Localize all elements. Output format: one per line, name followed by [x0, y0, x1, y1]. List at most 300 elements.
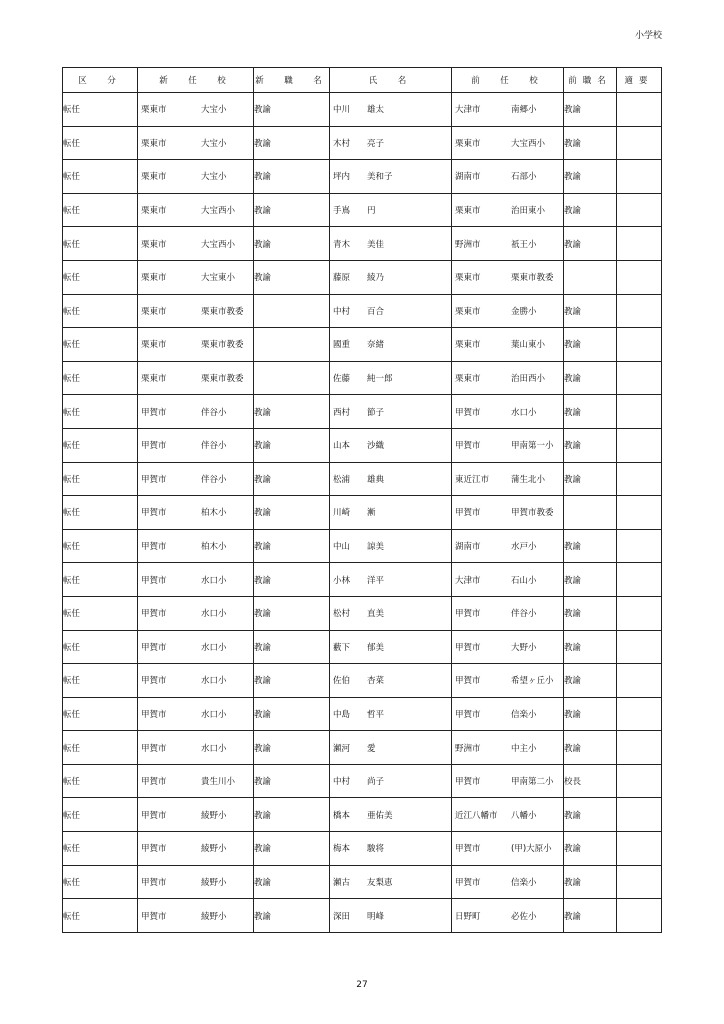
table-row [63, 462, 662, 496]
prev-city: 栗東市 [455, 273, 481, 284]
prev-city: 甲賀市 [455, 441, 481, 452]
given-name: 哲平 [367, 709, 385, 720]
category-cell: 転任 [63, 865, 138, 899]
given-name: 綾乃 [367, 273, 385, 284]
notes-cell [617, 428, 662, 462]
prev-school: 伴谷小 [511, 609, 537, 620]
new-position-cell: 教諭 [254, 865, 330, 899]
table-row [63, 328, 662, 362]
prev-school-cell [452, 462, 564, 496]
new-school: 綾野小 [201, 844, 227, 855]
table-row [63, 294, 662, 328]
new-school-cell [138, 664, 254, 698]
header-prev-school: 前 任 校 [452, 68, 564, 93]
prev-school-cell [452, 664, 564, 698]
header-row [63, 68, 662, 93]
new-position-cell [254, 328, 330, 362]
prev-school-cell [452, 395, 564, 429]
new-position-cell: 教諭 [254, 630, 330, 664]
new-city: 甲賀市 [141, 642, 167, 653]
new-school: 水口小 [201, 609, 227, 620]
new-city: 栗東市 [141, 374, 167, 385]
given-name: 節子 [367, 407, 385, 418]
prev-school: 信楽小 [511, 877, 537, 888]
new-school: 栗東市教委 [201, 374, 244, 385]
header-name: 氏 名 [330, 68, 452, 93]
new-city: 甲賀市 [141, 844, 167, 855]
category-cell: 転任 [63, 798, 138, 832]
new-school: 伴谷小 [201, 407, 227, 418]
table-row [63, 865, 662, 899]
prev-position-cell: 教諭 [564, 328, 617, 362]
category-cell: 転任 [63, 664, 138, 698]
given-name: 漸 [367, 508, 376, 519]
new-position-cell: 教諭 [254, 395, 330, 429]
prev-school-cell [452, 93, 564, 127]
name-cell [330, 328, 452, 362]
table-row [63, 731, 662, 765]
given-name: 杏菜 [367, 676, 385, 687]
notes-cell [617, 260, 662, 294]
prev-school-cell [452, 496, 564, 530]
table-row [63, 596, 662, 630]
prev-position-cell [564, 496, 617, 530]
new-school-cell [138, 630, 254, 664]
family-name: 木村 [333, 138, 351, 149]
new-position-cell: 教諭 [254, 664, 330, 698]
name-cell [330, 93, 452, 127]
notes-cell [617, 563, 662, 597]
new-school: 大宝小 [201, 105, 227, 116]
category-cell: 転任 [63, 496, 138, 530]
new-city: 甲賀市 [141, 810, 167, 821]
prev-school: 南郷小 [511, 105, 537, 116]
name-cell [330, 395, 452, 429]
prev-school: 治田西小 [511, 374, 546, 385]
notes-cell [617, 126, 662, 160]
family-name: 小林 [333, 575, 351, 586]
new-school: 綾野小 [201, 877, 227, 888]
table-row [63, 227, 662, 261]
new-school-cell [138, 529, 254, 563]
table-row [63, 260, 662, 294]
given-name: 愛 [367, 743, 376, 754]
family-name: 瀬河 [333, 743, 351, 754]
family-name: 中川 [333, 105, 351, 116]
name-cell [330, 865, 452, 899]
category-cell: 転任 [63, 563, 138, 597]
prev-city: 甲賀市 [455, 877, 481, 888]
new-city: 甲賀市 [141, 676, 167, 687]
family-name: 西村 [333, 407, 351, 418]
new-city: 甲賀市 [141, 911, 167, 922]
new-position-cell: 教諭 [254, 764, 330, 798]
category-cell: 転任 [63, 260, 138, 294]
family-name: 中島 [333, 709, 351, 720]
given-name: 円 [367, 206, 376, 217]
category-cell: 転任 [63, 93, 138, 127]
prev-position-cell [564, 260, 617, 294]
prev-school: 石山小 [511, 575, 537, 586]
category-cell: 転任 [63, 764, 138, 798]
prev-position-cell: 教諭 [564, 126, 617, 160]
new-position-cell: 教諭 [254, 596, 330, 630]
new-school-cell [138, 160, 254, 194]
name-cell [330, 294, 452, 328]
new-city: 栗東市 [141, 306, 167, 317]
name-cell [330, 529, 452, 563]
new-city: 甲賀市 [141, 407, 167, 418]
name-cell [330, 227, 452, 261]
prev-city: 近江八幡市 [455, 810, 498, 821]
given-name: 直美 [367, 609, 385, 620]
prev-position-cell: 教諭 [564, 563, 617, 597]
new-school-cell [138, 731, 254, 765]
prev-position-cell: 教諭 [564, 462, 617, 496]
prev-city: 甲賀市 [455, 609, 481, 620]
category-cell: 転任 [63, 731, 138, 765]
new-position-cell: 教諭 [254, 462, 330, 496]
name-cell [330, 664, 452, 698]
new-position-cell: 教諭 [254, 798, 330, 832]
prev-city: 野洲市 [455, 239, 481, 250]
notes-cell [617, 294, 662, 328]
prev-position-cell: 教諭 [564, 395, 617, 429]
name-cell [330, 563, 452, 597]
new-school: 貴生川小 [201, 777, 236, 788]
given-name: 沙織 [367, 441, 385, 452]
prev-position-cell: 教諭 [564, 93, 617, 127]
prev-position-cell: 教諭 [564, 428, 617, 462]
table-row [63, 361, 662, 395]
name-cell [330, 832, 452, 866]
prev-school-cell [452, 798, 564, 832]
new-position-cell: 教諭 [254, 126, 330, 160]
family-name: 佐藤 [333, 374, 351, 385]
category-cell: 転任 [63, 697, 138, 731]
new-school-cell [138, 361, 254, 395]
table-row [63, 764, 662, 798]
category-cell: 転任 [63, 361, 138, 395]
new-school-cell [138, 496, 254, 530]
new-school: 大宝小 [201, 138, 227, 149]
family-name: 松浦 [333, 474, 351, 485]
prev-city: 野洲市 [455, 743, 481, 754]
notes-cell [617, 596, 662, 630]
table-row [63, 193, 662, 227]
prev-position-cell: 教諭 [564, 697, 617, 731]
prev-school-cell [452, 899, 564, 933]
prev-school: 金勝小 [511, 306, 537, 317]
prev-school-cell [452, 865, 564, 899]
category-cell: 転任 [63, 832, 138, 866]
given-name: 純一郎 [367, 374, 393, 385]
table-row [63, 160, 662, 194]
new-school: 水口小 [201, 642, 227, 653]
new-school: 大宝東小 [201, 273, 236, 284]
new-position-cell: 教諭 [254, 93, 330, 127]
new-school-cell [138, 462, 254, 496]
given-name: 奈緒 [367, 340, 385, 351]
given-name: 諒美 [367, 542, 385, 553]
prev-city: 甲賀市 [455, 709, 481, 720]
name-cell [330, 160, 452, 194]
category-cell: 転任 [63, 227, 138, 261]
prev-school: 希望ヶ丘小 [511, 676, 554, 687]
prev-school: 祇王小 [511, 239, 537, 250]
prev-school-cell [452, 563, 564, 597]
given-name: 美佳 [367, 239, 385, 250]
notes-cell [617, 865, 662, 899]
family-name: 坪内 [333, 172, 351, 183]
new-school: 栗東市教委 [201, 340, 244, 351]
new-city: 甲賀市 [141, 575, 167, 586]
notes-cell [617, 630, 662, 664]
family-name: 青木 [333, 239, 351, 250]
given-name: 明峰 [367, 911, 385, 922]
prev-school-cell [452, 832, 564, 866]
prev-position-cell: 教諭 [564, 731, 617, 765]
new-position-cell [254, 361, 330, 395]
family-name: 藪下 [333, 642, 351, 653]
notes-cell [617, 328, 662, 362]
prev-position-cell: 教諭 [564, 227, 617, 261]
prev-school-cell [452, 260, 564, 294]
name-cell [330, 361, 452, 395]
category-cell: 転任 [63, 294, 138, 328]
new-school-cell [138, 764, 254, 798]
prev-school-cell [452, 731, 564, 765]
prev-school-cell [452, 529, 564, 563]
new-school-cell [138, 260, 254, 294]
notes-cell [617, 697, 662, 731]
prev-position-cell: 教諭 [564, 899, 617, 933]
new-school-cell [138, 428, 254, 462]
prev-position-cell: 教諭 [564, 529, 617, 563]
name-cell [330, 462, 452, 496]
table-row [63, 126, 662, 160]
notes-cell [617, 731, 662, 765]
table-row [63, 428, 662, 462]
name-cell [330, 697, 452, 731]
new-school: 伴谷小 [201, 441, 227, 452]
category-cell: 転任 [63, 529, 138, 563]
table-row [63, 899, 662, 933]
name-cell [330, 193, 452, 227]
category-cell: 転任 [63, 899, 138, 933]
table-row [63, 529, 662, 563]
family-name: 深田 [333, 911, 351, 922]
table-row [63, 798, 662, 832]
new-position-cell: 教諭 [254, 697, 330, 731]
personnel-table [62, 67, 662, 933]
new-city: 甲賀市 [141, 474, 167, 485]
prev-school-cell [452, 630, 564, 664]
family-name: 手嶌 [333, 206, 351, 217]
prev-school-cell [452, 227, 564, 261]
new-school: 大宝小 [201, 172, 227, 183]
prev-city: 栗東市 [455, 206, 481, 217]
header-category: 区 分 [63, 68, 138, 93]
given-name: 亜佑美 [367, 810, 393, 821]
notes-cell [617, 496, 662, 530]
name-cell [330, 596, 452, 630]
notes-cell [617, 798, 662, 832]
new-position-cell: 教諭 [254, 428, 330, 462]
family-name: 橋本 [333, 810, 351, 821]
new-position-cell: 教諭 [254, 193, 330, 227]
prev-position-cell: 教諭 [564, 865, 617, 899]
notes-cell [617, 529, 662, 563]
name-cell [330, 496, 452, 530]
family-name: 山本 [333, 441, 351, 452]
new-city: 甲賀市 [141, 877, 167, 888]
name-cell [330, 630, 452, 664]
new-city: 甲賀市 [141, 609, 167, 620]
name-cell [330, 899, 452, 933]
prev-city: 甲賀市 [455, 777, 481, 788]
new-school-cell [138, 227, 254, 261]
new-city: 甲賀市 [141, 441, 167, 452]
prev-position-cell: 教諭 [564, 630, 617, 664]
new-city: 甲賀市 [141, 542, 167, 553]
new-city: 甲賀市 [141, 508, 167, 519]
new-school-cell [138, 798, 254, 832]
given-name: 雄太 [367, 105, 385, 116]
name-cell [330, 798, 452, 832]
new-city: 栗東市 [141, 172, 167, 183]
prev-school: 甲賀市教委 [511, 508, 554, 519]
category-cell: 転任 [63, 193, 138, 227]
prev-school: 水戸小 [511, 542, 537, 553]
notes-cell [617, 395, 662, 429]
prev-school: 中主小 [511, 743, 537, 754]
table-row [63, 563, 662, 597]
new-city: 栗東市 [141, 206, 167, 217]
prev-school-cell [452, 294, 564, 328]
family-name: 中村 [333, 306, 351, 317]
header-new-school: 新 任 校 [138, 68, 254, 93]
new-school-cell [138, 832, 254, 866]
prev-school: 石部小 [511, 172, 537, 183]
new-school-cell [138, 697, 254, 731]
notes-cell [617, 160, 662, 194]
prev-position-cell: 教諭 [564, 160, 617, 194]
new-school: 大宝西小 [201, 206, 236, 217]
new-school: 栗東市教委 [201, 306, 244, 317]
family-name: 藤原 [333, 273, 351, 284]
new-position-cell: 教諭 [254, 731, 330, 765]
new-school-cell [138, 395, 254, 429]
new-city: 栗東市 [141, 239, 167, 250]
prev-position-cell: 校長 [564, 764, 617, 798]
new-school-cell [138, 93, 254, 127]
category-cell: 転任 [63, 596, 138, 630]
prev-city: 甲賀市 [455, 407, 481, 418]
new-position-cell: 教諭 [254, 899, 330, 933]
prev-city: 大津市 [455, 105, 481, 116]
prev-school: 蒲生北小 [511, 474, 546, 485]
table-row [63, 832, 662, 866]
given-name: 洋平 [367, 575, 385, 586]
prev-city: 栗東市 [455, 340, 481, 351]
prev-school: 大宝西小 [511, 138, 546, 149]
category-cell: 転任 [63, 428, 138, 462]
new-school: 柏木小 [201, 508, 227, 519]
family-name: 國重 [333, 340, 351, 351]
prev-position-cell: 教諭 [564, 798, 617, 832]
given-name: 郁美 [367, 642, 385, 653]
given-name: 美和子 [367, 172, 393, 183]
prev-position-cell: 教諭 [564, 361, 617, 395]
prev-school: 甲南第二小 [511, 777, 554, 788]
new-city: 甲賀市 [141, 777, 167, 788]
name-cell [330, 428, 452, 462]
new-position-cell [254, 294, 330, 328]
table-row [63, 630, 662, 664]
header-prev-position: 前職名 [564, 68, 617, 93]
new-school-cell [138, 328, 254, 362]
new-school-cell [138, 865, 254, 899]
given-name: 亮子 [367, 138, 385, 149]
prev-school: (甲)大原小 [511, 844, 552, 855]
prev-school-cell [452, 160, 564, 194]
new-school: 水口小 [201, 575, 227, 586]
new-city: 栗東市 [141, 340, 167, 351]
prev-school: 水口小 [511, 407, 537, 418]
new-position-cell: 教諭 [254, 529, 330, 563]
table-row [63, 664, 662, 698]
prev-school: 信楽小 [511, 709, 537, 720]
table-body [63, 93, 662, 933]
family-name: 佐伯 [333, 676, 351, 687]
given-name: 友梨恵 [367, 877, 393, 888]
new-school-cell [138, 193, 254, 227]
prev-city: 東近江市 [455, 474, 490, 485]
prev-school: 甲南第一小 [511, 441, 554, 452]
notes-cell [617, 899, 662, 933]
notes-cell [617, 93, 662, 127]
new-city: 栗東市 [141, 105, 167, 116]
category-cell: 転任 [63, 462, 138, 496]
prev-school-cell [452, 428, 564, 462]
prev-city: 甲賀市 [455, 508, 481, 519]
prev-city: 大津市 [455, 575, 481, 586]
page-number: 27 [356, 980, 368, 990]
name-cell [330, 764, 452, 798]
prev-position-cell: 教諭 [564, 832, 617, 866]
new-school-cell [138, 126, 254, 160]
document-section-label: 小学校 [634, 31, 662, 41]
category-cell: 転任 [63, 395, 138, 429]
header-notes: 適要 [617, 68, 662, 93]
prev-school-cell [452, 126, 564, 160]
name-cell [330, 260, 452, 294]
new-school: 水口小 [201, 743, 227, 754]
prev-position-cell: 教諭 [564, 664, 617, 698]
new-school-cell [138, 899, 254, 933]
new-city: 栗東市 [141, 138, 167, 149]
new-city: 栗東市 [141, 273, 167, 284]
given-name: 雄典 [367, 474, 385, 485]
family-name: 中村 [333, 777, 351, 788]
new-school: 伴谷小 [201, 474, 227, 485]
new-school: 柏木小 [201, 542, 227, 553]
new-school: 水口小 [201, 709, 227, 720]
new-school: 大宝西小 [201, 239, 236, 250]
prev-city: 栗東市 [455, 374, 481, 385]
given-name: 尚子 [367, 777, 385, 788]
